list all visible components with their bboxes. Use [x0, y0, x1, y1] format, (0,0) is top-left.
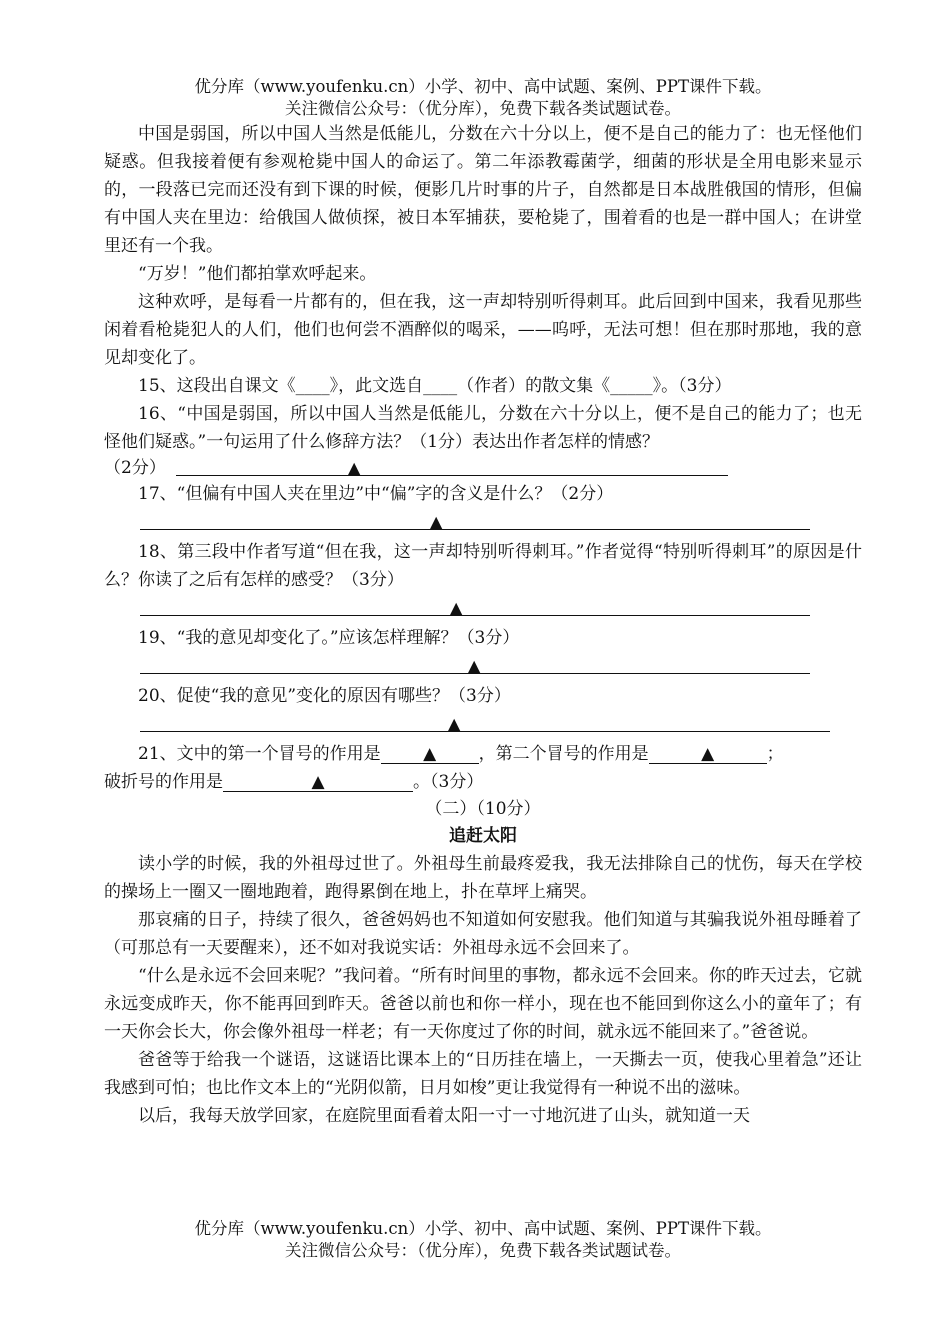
header-line-2: 关注微信公众号：（优分库），免费下载各类试题试卷。: [285, 99, 681, 118]
q21-blank-1[interactable]: ▲: [381, 745, 479, 764]
q15-blank-2: ____: [423, 376, 458, 396]
section2-paragraph-4: 爸爸等于给我一个谜语，这谜语比课本上的“日历挂在墙上，一天撕去一页，使我心里着急”还让我感到可怕；也比作文本上的“光阴似箭，日月如梭”更让我觉得有一种说不出的滋味。: [104, 1050, 862, 1098]
q19-answer-row: [104, 652, 862, 678]
q16-score: （2分）: [104, 458, 166, 478]
footer-line-2: 关注微信公众号：（优分库），免费下载各类试题试卷。: [285, 1241, 681, 1260]
question-21: 21、文中的第一个冒号的作用是 ▲ ，第二个冒号的作用是 ▲ ；: [138, 744, 784, 764]
passage1-paragraph-3: 这种欢呼，是每看一片都有的，但在我，这一声却特别听得刺耳。此后回到中国来，我看见那些闲着看枪毙犯人的人们，他们也何尝不酒醉似的喝采，——呜呼，无法可想！但在那时那地，我的意见却变化了。: [104, 292, 862, 368]
footer-line-1: 优分库（www.youfenku.cn）小学、初中、高中试题、案例、PPT课件下载。: [194, 1219, 772, 1238]
passage1-paragraph-1: 中国是弱国，所以中国人当然是低能儿，分数在六十分以上，便不是自己的能力了：也无怪他们疑惑。但我接着便有参观枪毙中国人的命运了。第二年添教霉菌学，细菌的形状是全用电影来显示的，一段落已完而还没有到下课的时候，便影几片时事的片子，自然都是日本战胜俄国的情形，但偏有中国人夹在里边：给俄国人做侦探，被日本军捕获，要枪毙了，围着看的也是一群中国人；在讲堂里还有一个我。: [104, 124, 862, 256]
section2-paragraph-3: “什么是永远不会回来呢？”我问着。“所有时间里的事物，都永远不会回来。你的昨天过去，它就永远变成昨天，你不能再回到昨天。爸爸以前也和你一样小，现在也不能回到你这么小的童年了；有一天你会长大，你会像外祖母一样老；有一天你度过了你的时间，就永远不能回来了。”爸爸说。: [104, 966, 862, 1042]
q20-answer-line[interactable]: [140, 731, 830, 732]
q16-answer-row: [104, 454, 862, 480]
q17-answer-line[interactable]: [140, 529, 810, 530]
section2-paragraph-1: 读小学的时候，我的外祖母过世了。外祖母生前最疼爱我，我无法排除自己的忧伤，每天在学校的操场上一圈又一圈地跑着，跑得累倒在地上，扑在草坪上痛哭。: [104, 854, 862, 902]
q18-answer-mark: ▲: [450, 598, 463, 617]
q18-answer-row: [104, 594, 862, 620]
header-line-1: 优分库（www.youfenku.cn）小学、初中、高中试题、案例、PPT课件下载。: [194, 77, 772, 96]
q20-answer-row: [104, 710, 862, 736]
q20-answer-mark: ▲: [448, 714, 461, 733]
question-20: 20、促使“我的意见”变化的原因有哪些？（3分）: [138, 686, 511, 706]
q15-blank-3: _____: [610, 376, 653, 396]
question-19: 19、“我的意见却变化了。”应该怎样理解？（3分）: [138, 628, 520, 648]
q21-blank-2[interactable]: ▲: [649, 745, 767, 764]
q18-answer-line[interactable]: [140, 615, 810, 616]
page-header: [104, 76, 862, 120]
section2-paragraph-2: 那哀痛的日子，持续了很久，爸爸妈妈也不知道如何安慰我。他们知道与其骗我说外祖母睡着了（可那总有一天要醒来），还不如对我说实话：外祖母永远不会回来了。: [104, 910, 862, 958]
q19-answer-mark: ▲: [468, 656, 481, 675]
question-18: 18、第三段中作者写道“但在我，这一声却特别听得刺耳。”作者觉得“特别听得刺耳”的原因是什么？你读了之后有怎样的感受？（3分）: [104, 542, 862, 590]
page-body: [104, 76, 862, 1130]
page-footer: [104, 1218, 862, 1262]
q21-blank-3[interactable]: ▲: [223, 773, 413, 792]
question-15: 15、这段出自课文《____》，此文选自____（作者）的散文集《_____》。（3分）: [138, 376, 732, 396]
q15-blank-1: ____: [295, 376, 330, 396]
question-16: 16、“中国是弱国，所以中国人当然是低能儿，分数在六十分以上，便不是自己的能力了；也无怪他们疑惑。”一句运用了什么修辞方法？（1分）表达出作者怎样的情感？: [104, 404, 862, 452]
question-21-line-2: 破折号的作用是 ▲ 。（3分）: [104, 772, 484, 792]
section-2-title: 追赶太阳: [449, 826, 517, 846]
q17-answer-row: [104, 508, 862, 534]
q16-answer-mark: ▲: [348, 458, 361, 477]
section-2-heading: （二）（10分）: [425, 799, 541, 819]
question-17: 17、“但偏有中国人夹在里边”中“偏”字的含义是什么？（2分）: [138, 484, 614, 504]
section2-paragraph-5: 以后，我每天放学回家，在庭院里面看着太阳一寸一寸地沉进了山头，就知道一天: [138, 1106, 750, 1126]
q16-answer-line[interactable]: [176, 475, 728, 476]
passage1-paragraph-2: “万岁！”他们都拍掌欢呼起来。: [138, 264, 377, 284]
q17-answer-mark: ▲: [430, 512, 443, 531]
